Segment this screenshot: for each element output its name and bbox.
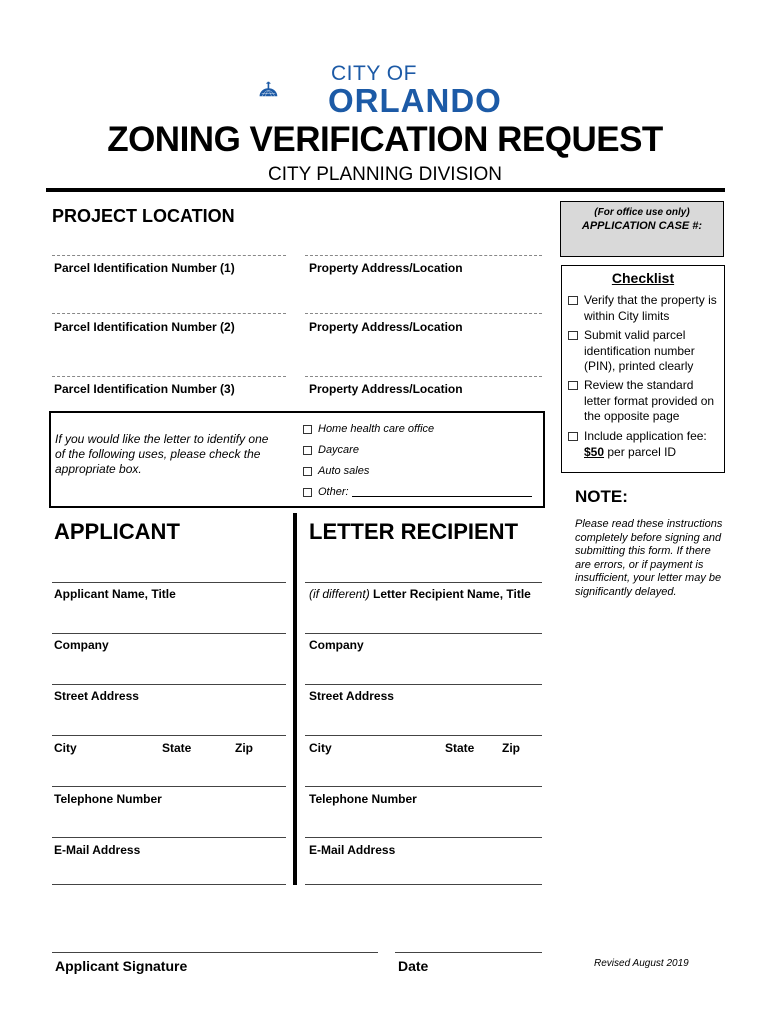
- applicant-company-label: Company: [54, 638, 109, 652]
- applicant-heading: APPLICANT: [54, 519, 180, 544]
- applicant-zip-label: Zip: [235, 741, 253, 755]
- signature-label: Applicant Signature: [55, 958, 188, 974]
- applicant-email-input-line[interactable]: [52, 837, 286, 838]
- checklist-item-text: Review the standard letter format provided on the opposite page: [584, 378, 715, 423]
- parcel-3-input-line[interactable]: [52, 376, 286, 377]
- use-option-home-health[interactable]: [303, 423, 434, 435]
- title-divider: [46, 188, 725, 192]
- recipient-email-input-line[interactable]: [305, 837, 542, 838]
- recipient-name-input-line[interactable]: [305, 582, 542, 583]
- recipient-company-label: Company: [309, 638, 364, 652]
- recipient-phone-input-line[interactable]: [305, 786, 542, 787]
- application-case-label: APPLICATION CASE #:: [581, 220, 703, 232]
- checklist-item: [568, 328, 720, 375]
- address-2-label: Property Address/Location: [309, 320, 463, 334]
- checkbox-icon[interactable]: [568, 331, 578, 340]
- checklist-title: Checklist: [611, 270, 675, 286]
- parcel-2-label: Parcel Identification Number (2): [54, 320, 235, 334]
- applicant-city-label: City: [54, 741, 77, 755]
- checkbox-icon[interactable]: [303, 467, 312, 476]
- applicant-email-label: E-Mail Address: [54, 843, 141, 857]
- parcel-1-input-line[interactable]: [52, 255, 286, 256]
- recipient-email-value-line[interactable]: [305, 884, 542, 885]
- note-heading: NOTE:: [575, 487, 628, 506]
- applicant-name-input-line[interactable]: [52, 582, 286, 583]
- parcel-1-label: Parcel Identification Number (1): [54, 261, 235, 275]
- note-text: Please read these instructions completely before signing and submitting this form. If there are errors, or if payment is insufficient, your letter may be significantly delayed.: [575, 518, 723, 598]
- logo-city-of: CITY OF: [331, 62, 417, 85]
- address-3-input-line[interactable]: [305, 376, 542, 377]
- address-1-input-line[interactable]: [305, 255, 542, 256]
- recipient-name-text: Letter Recipient Name, Title: [373, 587, 531, 601]
- recipient-phone-label: Telephone Number: [309, 792, 417, 806]
- form-title: ZONING VERIFICATION REQUEST: [107, 120, 663, 159]
- recipient-street-label: Street Address: [309, 689, 394, 703]
- date-label: Date: [398, 958, 429, 974]
- project-location-heading: PROJECT LOCATION: [52, 206, 235, 226]
- recipient-name-label: [309, 587, 531, 601]
- use-option-daycare[interactable]: [303, 444, 359, 456]
- applicant-company-input-line[interactable]: [52, 633, 286, 634]
- checkbox-icon[interactable]: [303, 446, 312, 455]
- office-use-box: [560, 201, 724, 257]
- use-option-auto-sales[interactable]: [303, 465, 369, 477]
- recipient-state-label: State: [445, 741, 475, 755]
- checklist-item-text: Verify that the property is within City limits: [584, 293, 717, 323]
- applicant-street-input-line[interactable]: [52, 684, 286, 685]
- checkbox-icon[interactable]: [568, 296, 578, 305]
- city-logo-fountain-icon: [259, 60, 329, 118]
- applicant-city-input-line[interactable]: [52, 735, 286, 736]
- use-option-label: Auto sales: [318, 465, 370, 477]
- applicant-phone-input-line[interactable]: [52, 786, 286, 787]
- checklist-item-text: [584, 429, 707, 460]
- use-option-other[interactable]: [303, 486, 349, 498]
- applicant-state-label: State: [162, 741, 192, 755]
- signature-input-line[interactable]: [52, 952, 378, 953]
- office-use-note: (For office use only): [594, 207, 690, 218]
- fee-suffix: per parcel ID: [607, 444, 677, 459]
- address-1-label: Property Address/Location: [309, 261, 463, 275]
- use-option-label: Other:: [318, 486, 349, 498]
- checkbox-icon[interactable]: [568, 381, 578, 390]
- revised-date: Revised August 2019: [594, 958, 689, 969]
- checkbox-icon[interactable]: [303, 488, 312, 497]
- logo-orlando: ORLANDO: [328, 82, 502, 119]
- recipient-heading: LETTER RECIPIENT: [309, 519, 519, 544]
- recipient-company-input-line[interactable]: [305, 633, 542, 634]
- uses-instruction: If you would like the letter to identify one of the following uses, please check the appropriate box.: [55, 432, 269, 476]
- column-divider: [293, 513, 297, 885]
- checklist-item-fee: [568, 429, 720, 460]
- applicant-phone-label: Telephone Number: [54, 792, 162, 806]
- address-2-input-line[interactable]: [305, 313, 542, 314]
- fee-prefix: Include application fee:: [584, 429, 707, 443]
- applicant-street-label: Street Address: [54, 689, 139, 703]
- fee-amount: $50: [584, 444, 605, 459]
- applicant-email-value-line[interactable]: [52, 884, 286, 885]
- checkbox-icon[interactable]: [303, 425, 312, 434]
- recipient-zip-label: Zip: [502, 741, 520, 755]
- checklist-item-text: Submit valid parcel identification number (PIN), printed clearly: [584, 328, 695, 373]
- applicant-name-label: Applicant Name, Title: [54, 587, 176, 601]
- recipient-name-prefix: (if different): [309, 587, 370, 601]
- recipient-city-input-line[interactable]: [305, 735, 542, 736]
- recipient-email-label: E-Mail Address: [309, 843, 396, 857]
- use-option-label: Daycare: [318, 444, 359, 456]
- address-3-label: Property Address/Location: [309, 382, 463, 396]
- form-subtitle: CITY PLANNING DIVISION: [267, 164, 503, 185]
- recipient-street-input-line[interactable]: [305, 684, 542, 685]
- date-input-line[interactable]: [395, 952, 542, 953]
- other-use-input-line[interactable]: [352, 496, 532, 497]
- checklist-item: [568, 293, 720, 324]
- parcel-2-input-line[interactable]: [52, 313, 286, 314]
- checklist-item: [568, 378, 720, 425]
- use-option-label: Home health care office: [318, 423, 435, 435]
- checkbox-icon[interactable]: [568, 432, 578, 441]
- recipient-city-label: City: [309, 741, 332, 755]
- parcel-3-label: Parcel Identification Number (3): [54, 382, 235, 396]
